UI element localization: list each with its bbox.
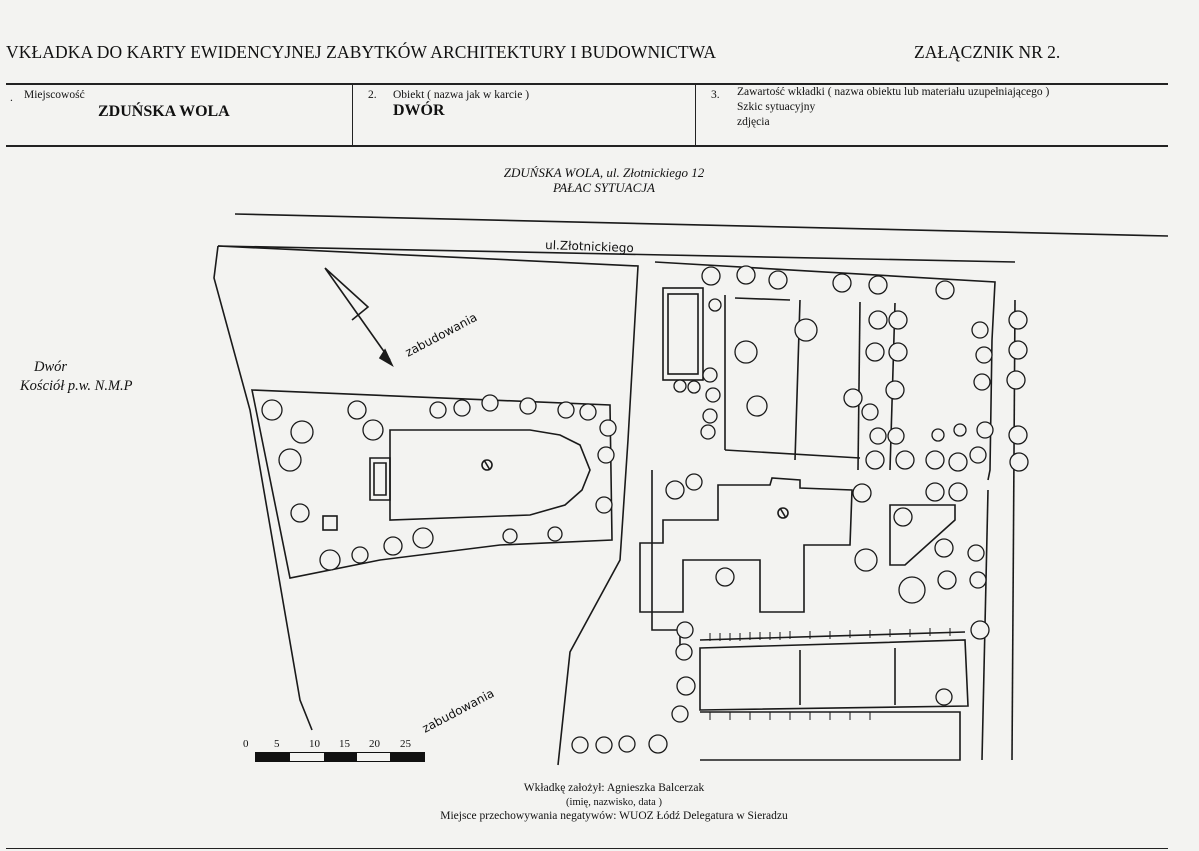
annex-number: ZAŁĄCZNIK NR 2. [914, 42, 1061, 62]
negatives-location: Miejsce przechowywania negatywów: WUOZ Łódź Delegatura w Sieradzu [440, 810, 788, 822]
author-line: Wkładkę założył: Agnieszka Balcerzak [523, 782, 705, 794]
scale-tick-5: 5 [274, 738, 280, 750]
scale-tick-20: 20 [369, 738, 380, 750]
legend-church: Kościół p.w. N.M.P [20, 378, 133, 394]
page-bottom-rule [6, 848, 1168, 849]
manor-park-lower [700, 640, 968, 710]
field-2-number: 2. [368, 89, 377, 101]
map-title-line-2: PAŁAC SYTUACJA [553, 180, 655, 195]
street-line-top [235, 214, 1168, 236]
scale-tick-25: 25 [400, 738, 411, 750]
field-contents-item-2: zdjęcia [737, 116, 770, 128]
buildings-label-top: zabudowania [402, 310, 480, 360]
scale-bar [255, 752, 425, 762]
trees [262, 266, 1028, 753]
author-caption: (imię, nazwisko, data ) [566, 797, 662, 808]
scale-tick-15: 15 [339, 738, 350, 750]
field-object-label: Obiekt ( nazwa jak w karcie ) [393, 89, 530, 101]
church-building [390, 430, 590, 520]
legend-manor: Dwór [34, 359, 68, 375]
field-1-marker: . [10, 92, 13, 104]
buildings-label-bottom: zabudowania [419, 686, 497, 736]
field-place-label: Miejscowość [24, 89, 85, 101]
card-title: VKŁADKA DO KARTY EWIDENCYJNEJ ZABYTKÓW ARCHITEKTURY I BUDOWNICTWA [6, 42, 717, 62]
field-object-value: DWÓR [393, 102, 445, 119]
field-3-number: 3. [711, 89, 720, 101]
north-arrow [325, 268, 390, 360]
church-plot-boundary [214, 246, 638, 765]
churchyard-wall [252, 390, 612, 578]
scale-tick-10: 10 [309, 738, 320, 750]
map-title-line-1: ZDUŃSKA WOLA, ul. Złotnickiego 12 [503, 165, 705, 180]
field-contents-item-1: Szkic sytuacyjny [737, 101, 816, 113]
field-place-value: ZDUŃSKA WOLA [98, 103, 230, 120]
scale-tick-0: 0 [243, 738, 249, 750]
field-contents-label: Zawartość wkładki ( nazwa obiektu lub materiału uzupełniającego ) [737, 86, 1050, 98]
street-label: ul.Złotnickiego [544, 238, 634, 256]
